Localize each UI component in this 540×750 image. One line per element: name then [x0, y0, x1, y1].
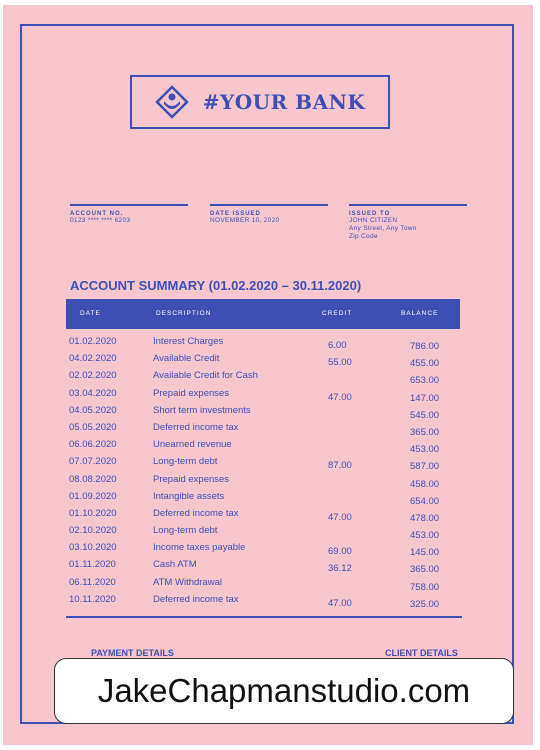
row-description: Income taxes payable	[153, 542, 246, 554]
client-details-label: CLIENT DETAILS	[385, 648, 458, 658]
row-balance: 587.00	[410, 461, 440, 473]
row-description: Prepaid expenses	[153, 473, 230, 485]
row-date: 01.10.2020	[69, 507, 117, 519]
divider	[349, 204, 467, 206]
divider	[70, 204, 188, 206]
table-row	[0, 388, 540, 405]
table-row	[0, 405, 540, 422]
table-row	[0, 594, 540, 611]
row-date: 04.02.2020	[69, 353, 117, 365]
row-credit: 55.00	[328, 357, 352, 369]
table-row	[0, 542, 540, 559]
row-credit: 47.00	[328, 391, 352, 403]
row-date: 02.02.2020	[69, 370, 117, 382]
header-credit: CREDIT	[322, 310, 353, 317]
row-description: Deferred income tax	[153, 593, 239, 605]
transaction-table-body	[0, 336, 540, 611]
divider	[210, 204, 328, 206]
row-date: 07.07.2020	[69, 456, 117, 468]
row-description: Prepaid expenses	[153, 387, 230, 399]
table-row	[0, 370, 540, 387]
date-issued-value: NOVEMBER 10, 2020	[210, 217, 280, 224]
date-issued-block	[210, 204, 328, 225]
row-balance: 478.00	[410, 512, 440, 524]
row-credit: 47.00	[328, 511, 352, 523]
header-date: DATE	[80, 310, 101, 317]
table-row	[0, 491, 540, 508]
row-balance: 758.00	[410, 581, 440, 593]
table-row	[0, 422, 540, 439]
table-bottom-rule	[66, 616, 462, 618]
row-description: Available Credit for Cash	[153, 370, 258, 382]
table-row	[0, 508, 540, 525]
row-balance: 653.00	[410, 375, 440, 387]
row-balance: 786.00	[410, 341, 440, 352]
account-number-label: ACCOUNT NO.	[70, 211, 124, 217]
issued-to-block	[349, 204, 467, 241]
row-description: ATM Withdrawal	[153, 576, 222, 588]
row-balance: 458.00	[410, 478, 440, 490]
row-balance: 654.00	[410, 495, 440, 507]
table-row	[0, 525, 540, 542]
issued-to-label: ISSUED TO	[349, 211, 391, 217]
bank-name: #YOUR BANK	[202, 90, 366, 114]
row-balance: 453.00	[410, 530, 440, 542]
row-balance: 325.00	[410, 598, 440, 610]
row-date: 03.04.2020	[69, 387, 117, 399]
row-description: Long-term debt	[153, 525, 218, 537]
row-credit: 6.00	[328, 340, 347, 351]
account-number-block	[70, 204, 188, 225]
issued-to-address: Any Street, Any Town	[349, 225, 417, 232]
row-description: Cash ATM	[153, 559, 197, 571]
row-description: Deferred income tax	[153, 507, 239, 519]
row-date: 06.06.2020	[69, 439, 117, 451]
row-balance: 453.00	[410, 444, 440, 456]
table-header	[66, 299, 460, 329]
row-date: 03.10.2020	[69, 542, 117, 554]
row-date: 06.11.2020	[69, 576, 116, 588]
account-summary-title: ACCOUNT SUMMARY (01.02.2020 – 30.11.2020)	[70, 278, 362, 293]
row-balance: 365.00	[410, 564, 440, 576]
account-number-value: 0123 **** **** 6203	[70, 217, 131, 224]
watermark: JakeChapmanstudio.com	[54, 658, 514, 724]
row-date: 02.10.2020	[69, 525, 117, 537]
row-date: 01.02.2020	[69, 336, 117, 347]
row-balance: 365.00	[410, 426, 440, 438]
row-description: Intangible assets	[153, 490, 225, 502]
row-description: Unearned revenue	[153, 439, 232, 451]
row-description: Deferred income tax	[153, 421, 239, 433]
row-balance: 145.00	[410, 547, 440, 559]
table-row	[0, 559, 540, 576]
row-description: Long-term debt	[153, 456, 218, 468]
row-date: 01.09.2020	[69, 490, 117, 502]
table-row	[0, 474, 540, 491]
row-credit: 36.12	[328, 563, 352, 575]
row-credit: 87.00	[328, 460, 352, 472]
row-date: 04.05.2020	[69, 404, 117, 416]
row-date: 10.11.2020	[69, 593, 116, 605]
issued-to-name: JOHN CITIZEN	[349, 217, 398, 224]
row-description: Short term investments	[153, 404, 251, 416]
row-balance: 545.00	[410, 409, 440, 421]
table-row	[0, 353, 540, 370]
issued-to-zip: Zip Code	[349, 233, 378, 240]
date-issued-label: DATE ISSUED	[210, 211, 261, 217]
row-balance: 147.00	[410, 392, 440, 404]
row-description: Interest Charges	[153, 336, 224, 347]
row-credit: 69.00	[328, 546, 352, 558]
header-balance: BALANCE	[401, 310, 439, 317]
row-date: 01.11.2020	[69, 559, 116, 571]
bank-logo-icon	[155, 85, 189, 119]
row-date: 05.05.2020	[69, 421, 117, 433]
row-credit: 47.00	[328, 597, 352, 609]
table-row	[0, 336, 540, 353]
row-description: Available Credit	[153, 353, 220, 365]
table-row	[0, 577, 540, 594]
table-row	[0, 439, 540, 456]
payment-details-label: PAYMENT DETAILS	[91, 648, 174, 658]
row-date: 08.08.2020	[69, 473, 117, 485]
bank-logo-box	[130, 75, 390, 129]
table-row	[0, 456, 540, 473]
header-description: DESCRIPTION	[156, 310, 212, 317]
row-balance: 455.00	[410, 358, 440, 370]
